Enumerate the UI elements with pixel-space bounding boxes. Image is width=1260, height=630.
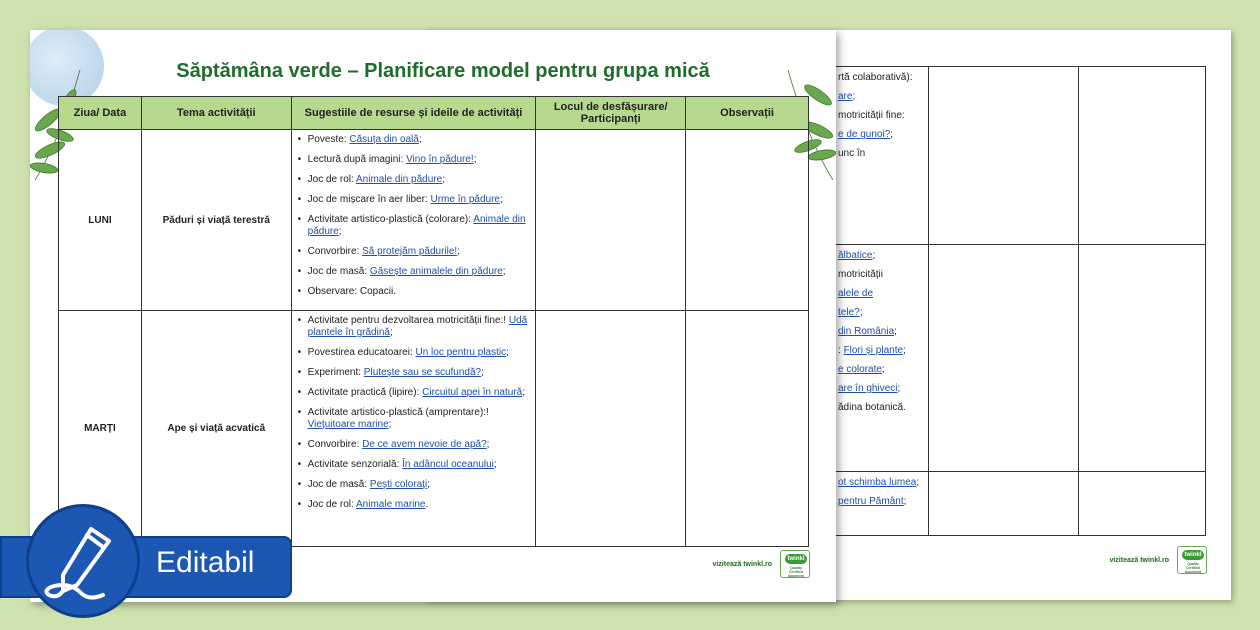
suggestion-punct: ; (457, 246, 460, 257)
suggestions-list (298, 134, 530, 298)
observations-cell (686, 130, 809, 311)
suggestion-link[interactable]: Circuitul apei în natură (422, 387, 523, 398)
suggestion-punct: ; (418, 134, 422, 145)
suggestion-link[interactable]: De ce avem nevoie de apă? (362, 439, 487, 450)
badge-circle (26, 504, 140, 618)
suggestion-punct: ; (506, 347, 509, 358)
suggestion-item (298, 174, 530, 186)
day-cell: MARȚI (59, 311, 142, 547)
back-link[interactable]: alele de (838, 288, 874, 299)
back-line (838, 72, 922, 83)
suggestion-punct: ; (481, 367, 484, 378)
suggestions-cell (291, 130, 536, 311)
suggestion-item (298, 286, 530, 298)
suggestion-item (298, 367, 530, 379)
back-line (838, 110, 922, 121)
suggestion-punct: ; (389, 327, 393, 338)
back-link[interactable]: ălbatice (838, 250, 873, 261)
suggestion-link[interactable]: Viețuitoare marine (307, 419, 389, 430)
twinkl-logo-text: twinkl (1182, 550, 1204, 560)
back-line (838, 402, 922, 413)
back-link[interactable]: ot schimba lumea (838, 477, 917, 488)
back-link[interactable]: e colorate (838, 364, 882, 375)
suggestion-link[interactable]: Animale marine (356, 499, 426, 510)
suggestion-text: Joc de rol: (307, 499, 357, 510)
table-header-row (59, 97, 809, 130)
back-text: unc în (838, 148, 866, 159)
back-text: motricității (838, 269, 884, 280)
suggestion-punct: ; (427, 479, 430, 490)
back-footer-link[interactable]: vizitează twinkl.ro (1109, 556, 1169, 564)
suggestion-link[interactable]: Pești colorați (369, 479, 428, 490)
suggestion-punct: ; (502, 266, 506, 277)
suggestion-item (298, 439, 530, 451)
suggestions-list (298, 315, 530, 511)
header-day: Ziua/ Data (59, 97, 142, 130)
suggestion-text: Activitate senzorială: (307, 459, 403, 470)
suggestion-text: Lectură după imagini: (307, 154, 407, 165)
back-text: ădina botanică. (838, 402, 906, 413)
back-line: din România; (838, 326, 897, 337)
suggestion-text: Observare: Copacii. (307, 286, 397, 297)
suggestion-item (298, 499, 530, 511)
front-footer (712, 550, 810, 578)
suggestions-cell (291, 311, 536, 547)
back-link[interactable]: din România (838, 326, 895, 337)
suggestion-item (298, 459, 530, 471)
suggestion-item (298, 347, 530, 359)
suggestion-punct: ; (442, 174, 445, 185)
back-line: : Flori și plante; (838, 345, 906, 356)
back-line (838, 269, 922, 280)
planning-table (58, 96, 809, 547)
back-footer (1109, 546, 1207, 574)
twinkl-logo-icon (1177, 546, 1207, 574)
back-line (838, 288, 922, 299)
header-suggestions: Sugestiile de resurse și ideile de activități (291, 97, 536, 130)
suggestion-item (298, 194, 530, 206)
back-line: tele?; (838, 307, 863, 318)
suggestion-text: Activitate artistico-plastică (amprentare):! (307, 407, 489, 418)
suggestion-text: Joc de mișcare în aer liber: (307, 194, 431, 205)
location-cell (536, 311, 686, 547)
suggestion-text: Joc de masă: (307, 266, 370, 277)
header-theme: Tema activității (141, 97, 291, 130)
suggestion-link[interactable]: Găsește animalele din pădure (369, 266, 503, 277)
suggestion-text: Activitate practică (lipire): (307, 387, 423, 398)
back-line: pentru Pământ; (838, 496, 907, 507)
suggestion-punct: ; (473, 154, 477, 165)
back-line: ălbatice; (838, 250, 876, 261)
suggestion-item (298, 246, 530, 258)
back-link[interactable]: e de gunoi? (838, 129, 891, 140)
header-location: Locul de desfășurare/ Participanți (536, 97, 686, 130)
suggestion-text: Joc de masă: (307, 479, 370, 490)
suggestion-link[interactable]: Urme în pădure (430, 194, 500, 205)
table-row (59, 130, 809, 311)
twinkl-logo-icon (780, 550, 810, 578)
suggestion-link[interactable]: Animale din pădure (356, 174, 443, 185)
suggestion-link[interactable]: Un loc pentru plastic (415, 347, 507, 358)
back-cell-location (928, 67, 1078, 245)
suggestion-link[interactable]: Plutește sau se scufundă? (363, 367, 482, 378)
observations-cell (686, 311, 809, 547)
suggestion-text: Activitate pentru dezvoltarea motricității fine:! (307, 315, 509, 326)
day-cell: LUNI (59, 130, 142, 311)
twinkl-logo-text: twinkl (785, 554, 807, 564)
back-cell-observations (1079, 472, 1206, 536)
back-line: e de gunoi?; (838, 129, 894, 140)
suggestion-link[interactable]: Vino în pădure! (406, 154, 474, 165)
suggestion-item (298, 214, 530, 238)
header-observations: Observații (686, 97, 809, 130)
badge-label: Editabil (156, 546, 255, 579)
back-link[interactable]: are în ghiveci (838, 383, 898, 394)
front-page (30, 30, 836, 602)
suggestion-item (298, 266, 530, 278)
suggestion-punct: . (425, 499, 429, 510)
pen-icon (29, 507, 137, 615)
back-text: motricității fine: (838, 110, 905, 121)
theme-cell: Ape și viață acvatică (141, 311, 291, 547)
twinkl-logo-subtext: Quality Certified Approved (1184, 562, 1202, 574)
front-footer-link[interactable]: vizitează twinkl.ro (712, 560, 772, 568)
back-cell-location (928, 472, 1078, 536)
suggestion-item (298, 479, 530, 491)
back-link[interactable]: are (838, 91, 853, 102)
suggestion-punct: ; (388, 419, 392, 430)
suggestion-punct: ; (486, 439, 490, 450)
suggestion-punct: ; (338, 226, 342, 237)
back-line: ot schimba lumea; (838, 477, 920, 488)
suggestion-text: Convorbire: (307, 246, 363, 257)
suggestion-link[interactable]: Animale din pădure (307, 214, 526, 237)
back-line: are în ghiveci; (838, 383, 901, 394)
suggestion-item (298, 315, 530, 339)
suggestion-text: Poveste: (307, 134, 350, 145)
suggestion-link[interactable]: Să protejăm pădurile! (362, 246, 458, 257)
suggestion-item (298, 387, 530, 399)
back-line (838, 148, 922, 159)
suggestion-punct: ; (499, 194, 503, 205)
suggestion-text: Convorbire: (307, 439, 363, 450)
suggestion-punct: ; (493, 459, 497, 470)
page-title: Săptămâna verde – Planificare model pentru grupa mică (176, 60, 710, 82)
back-link[interactable]: Flori și plante (843, 345, 904, 356)
back-line: are; (838, 91, 856, 102)
editable-badge (0, 526, 292, 598)
back-link[interactable]: pentru Pământ (838, 496, 904, 507)
suggestion-text: Activitate artistico-plastică (colorare): (307, 214, 474, 225)
suggestion-punct: ; (522, 387, 525, 398)
suggestion-link[interactable]: Căsuța din oală (349, 134, 419, 145)
suggestion-item (298, 407, 530, 431)
table-row (59, 311, 809, 547)
twinkl-logo-subtext: Quality Certified Approved (787, 566, 805, 578)
suggestion-link[interactable]: Udă plantele în grădină (307, 315, 528, 338)
suggestion-text: Povestirea educatoarei: (307, 347, 416, 358)
back-cell-location (928, 245, 1078, 472)
theme-cell: Păduri și viață terestră (141, 130, 291, 311)
back-line: e colorate; (838, 364, 885, 375)
back-cell-observations (1079, 67, 1206, 245)
suggestion-item (298, 154, 530, 166)
suggestion-text: Joc de rol: (307, 174, 357, 185)
suggestion-link[interactable]: În adâncul oceanului (402, 459, 494, 470)
suggestion-item (298, 134, 530, 146)
location-cell (536, 130, 686, 311)
back-text: rtă colaborativă): (838, 72, 913, 83)
suggestion-text: Experiment: (307, 367, 364, 378)
back-link[interactable]: tele? (838, 307, 860, 318)
back-cell-observations (1079, 245, 1206, 472)
